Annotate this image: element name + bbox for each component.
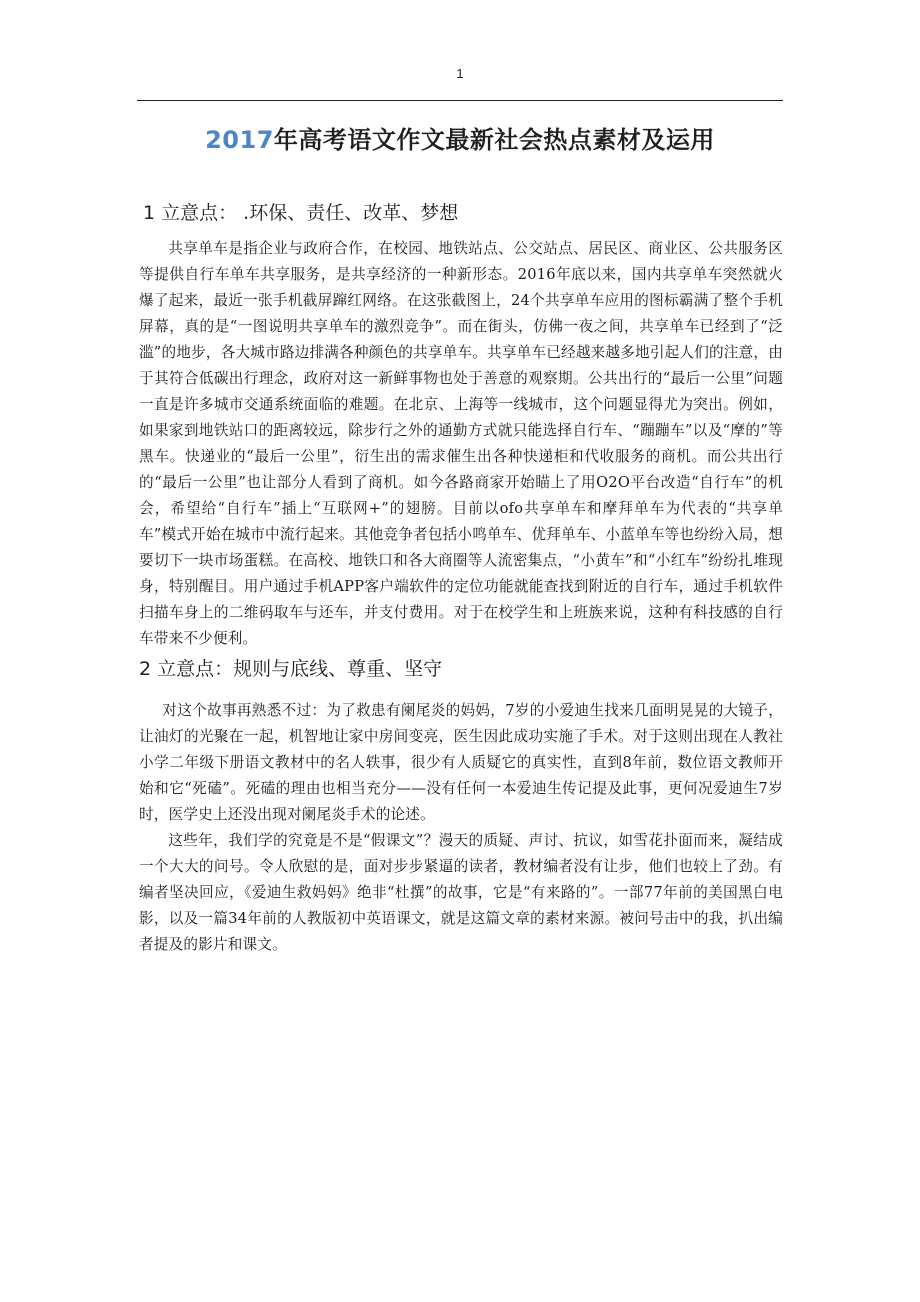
page-number: 1: [456, 66, 464, 81]
header-divider: [137, 100, 783, 101]
section-2-heading: 2 立意点：规则与底线、尊重、坚守: [139, 658, 443, 680]
section-2-paragraph-1: 对这个故事再熟悉不过：为了救患有阑尾炎的妈妈，7岁的小爱迪生找来几面明晃晃的大镜子，让油灯的光聚在一起，机智地让家中房间变亮，医生因此成功实施了手术。对于这则出现在人教社小学二年级下册语文教材中的名人轶事，很少有人质疑它的真实性，直到8年前，数位语文教师开始和它“死磕”。死磕的理由也相当充分——没有任何一本爱迪生传记提及此事，更何况爱迪生7岁时，医学史上还没出现对阑尾炎手术的论述。: [139, 702, 783, 823]
section-2-paragraph-2: 这些年，我们学的究竟是不是“假课文”？漫天的质疑、声讨、抗议，如雪花扑面而来，凝结成一个大大的问号。令人欣慰的是，面对步步紧逼的读者，教材编者没有让步，他们也较上了劲。有编者坚决回应，《爱迪生救妈妈》绝非“杜撰”的故事，它是“有来路的”。一部77年前的美国黑白电影，以及一篇34年前的人教版初中英语课文，就是这篇文章的素材来源。被问号击中的我，扒出编者提及的影片和课文。: [139, 832, 783, 953]
document-title: [137, 120, 783, 155]
document-body: [139, 198, 783, 958]
section-1-paragraph: 共享单车是指企业与政府合作，在校园、地铁站点、公交站点、居民区、商业区、公共服务区等提供自行车单车共享服务，是共享经济的一种新形态。2016年底以来，国内共享单车突然就火爆了起来，最近一张手机截屏蹿红网络。在这张截图上，24个共享单车应用的图标霸满了整个手机屏幕，真的是“一图说明共享单车的激烈竞争”。而在街头，仿佛一夜之间，共享单车已经到了“泛滥”的地步，各大城市路边排满各种颜色的共享单车。共享单车已经越来越多地引起人们的注意，由于其符合低碳出行理念，政府对这一新鲜事物也处于善意的观察期。公共出行的“最后一公里”问题一直是许多城市交通系统面临的难题。在北京、上海等一线城市，这个问题显得尤为突出。例如，如果家到地铁站口的距离较远，除步行之外的通勤方式就只能选择自行车、“蹦蹦车”以及“摩的”等黑车。快递业的“最后一公里”，衍生出的需求催生出各种快递柜和代收服务的商机。而公共出行的“最后一公里”也让部分人看到了商机。如今各路商家开始瞄上了用O2O平台改造“自行车”的机会，希望给“自行车”插上“互联网+”的翅膀。目前以ofo共享单车和摩拜单车为代表的“共享单车”模式开始在城市中流行起来。其他竞争者包括小鸣单车、优拜单车、小蓝单车等也纷纷入局，想要切下一块市场蛋糕。在高校、地铁口和各大商圈等人流密集点，“小黄车”和“小红车”纷纷扎堆现身，特别醒目。用户通过手机APP客户端软件的定位功能就能查找到附近的自行车，通过手机软件扫描车身上的二维码取车与还车，并支付费用。对于在校学生和上班族来说，这种有科技感的自行车带来不少便利。: [139, 240, 783, 647]
section-1-heading: 1 立意点： .环保、责任、改革、梦想: [143, 202, 459, 224]
title-year: 2017: [205, 126, 274, 154]
title-text: 年高考语文作文最新社会热点素材及运用: [273, 126, 715, 154]
